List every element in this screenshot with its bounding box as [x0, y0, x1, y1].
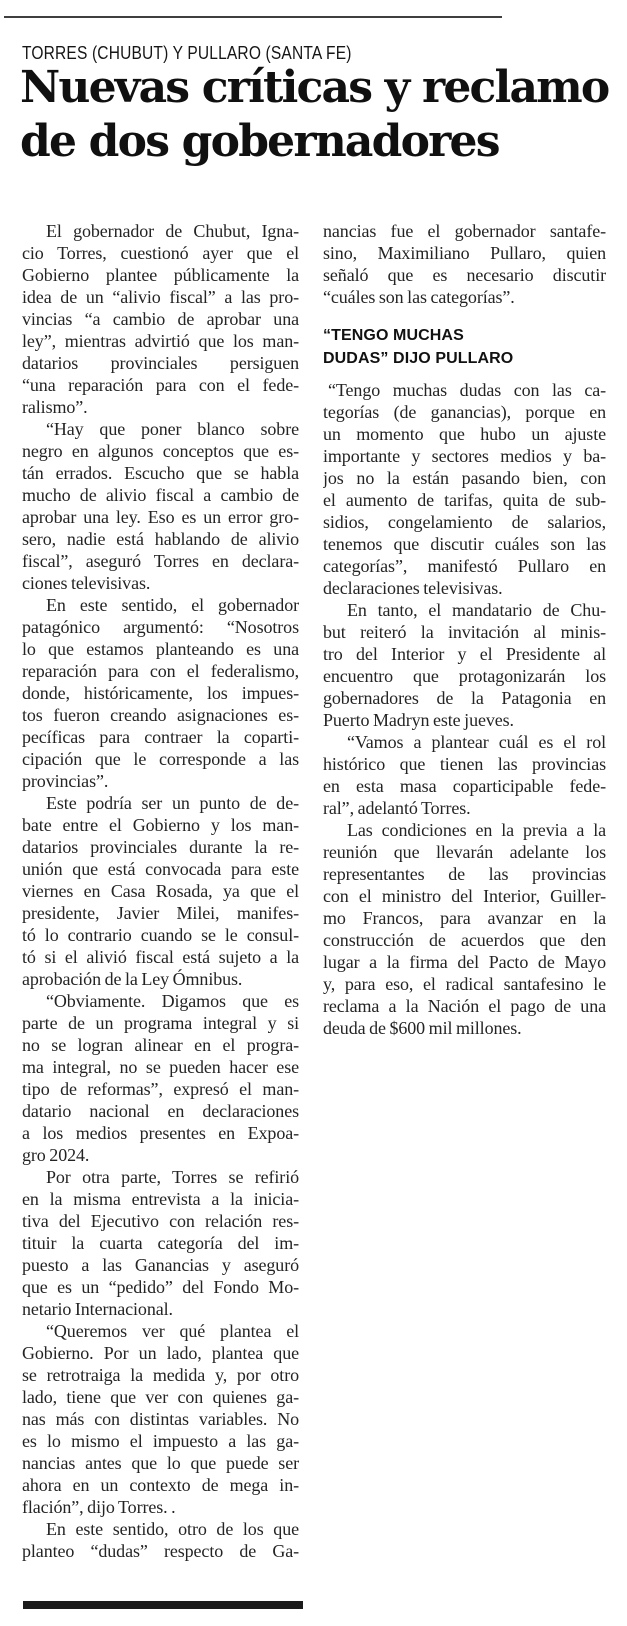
body-text-line: gobernadores de la Patagonia en — [323, 688, 606, 708]
headline — [20, 61, 608, 169]
body-text-line: patagónico argumentó: “Nosotros — [22, 617, 299, 637]
body-text-line: a los medios presentes en Expoa- — [22, 1123, 299, 1143]
body-text-line: se retrotraiga la medida y, por otro — [22, 1365, 299, 1385]
body-text-line: deuda de $600 mil millones. — [323, 1018, 522, 1038]
body-text-line: en la misma entrevista a la inicia- — [22, 1189, 299, 1209]
body-text-line: lo que estamos planteando es una — [22, 639, 299, 659]
body-text-line: unión que está convocada para este — [22, 859, 299, 879]
body-text-line: sero, nadie está hablando de alivio — [22, 529, 299, 549]
body-text-line: donde, históricamente, los impues- — [22, 683, 299, 703]
body-text-line: gro 2024. — [22, 1145, 90, 1165]
body-text-line: flación”, dijo Torres. . — [22, 1497, 176, 1517]
body-text-line: “una reparación para con el fede- — [22, 375, 299, 395]
body-text-line: aprobar una ley. Eso es un error gro- — [22, 507, 299, 527]
body-text-line: que es un “pedido” del Fondo Mo- — [22, 1277, 299, 1297]
body-text-line: netario Internacional. — [22, 1299, 173, 1319]
body-text-line: “Hay que poner blanco sobre — [46, 419, 299, 439]
body-text-line: Puerto Madryn este jueves. — [323, 710, 514, 730]
body-text-line: nas más con distintas variables. No — [22, 1409, 299, 1429]
article-end-bar — [23, 1601, 303, 1609]
body-text-line: encuentro que protagonizarán los — [323, 666, 606, 686]
body-text-line: bate entre el Gobierno y los man- — [22, 815, 299, 835]
body-text-line: En tanto, el mandatario de Chu- — [347, 600, 606, 620]
article-body — [22, 220, 606, 1562]
body-text-line: “Tengo muchas dudas con las ca- — [328, 380, 606, 400]
column-right-top — [323, 220, 606, 308]
body-text-line: “Obviamente. Digamos que es — [46, 991, 299, 1011]
body-text-line: “cuáles son las categorías”. — [323, 287, 515, 307]
body-text-line: datario nacional en declaraciones — [22, 1101, 299, 1121]
body-text-line: lado, tiene que ver con quienes ga- — [22, 1387, 299, 1407]
body-text-line: sidios, congelamiento de salarios, — [323, 512, 606, 532]
body-text-line: ley”, mientras advirtió que los man- — [22, 331, 299, 351]
body-text-line: categorías”, manifestó Pullaro en — [323, 556, 606, 576]
body-text-line: el aumento de tarifas, quita de sub- — [323, 490, 606, 510]
body-text-line: mucho de alivio fiscal a cambio de — [22, 485, 299, 505]
body-text-line: declaraciones televisivas. — [323, 578, 503, 598]
body-text-line: cipación que le corresponde a las — [22, 749, 299, 769]
body-text-line: lugar a la firma del Pacto de Mayo — [323, 952, 606, 972]
body-text-line: tó si el alivió fiscal está sujeto a la — [22, 947, 299, 967]
body-text-line: con el ministro del Interior, Guiller- — [323, 886, 606, 906]
body-text-line: Las condiciones en la previa a la — [347, 820, 606, 840]
body-text-line: fiscal”, aseguró Torres en declara- — [22, 551, 299, 571]
body-text-line: nancias fue el gobernador santafe- — [323, 221, 606, 241]
body-text-line: Gobierno. Por un lado, plantea que — [22, 1343, 299, 1363]
body-text-line: but reiteró la invitación al minis- — [323, 622, 606, 642]
body-text-line: planteo “dudas” respecto de Ga- — [22, 1541, 299, 1561]
body-text-line: provincias”. — [22, 771, 109, 791]
headline-line-2: de dos gobernadores — [20, 116, 499, 167]
body-text-line: tegorías (de ganancias), porque en — [323, 402, 606, 422]
body-text-line: cio Torres, cuestionó ayer que el — [22, 243, 299, 263]
body-text-line: Este podría ser un punto de de- — [46, 793, 299, 813]
body-text-line: parte de un programa integral y si — [22, 1013, 299, 1033]
column-left — [22, 220, 299, 1562]
body-text-line: idea de un “alivio fiscal” a las pro- — [22, 287, 299, 307]
body-text-line: tenemos que discutir cuáles son las — [323, 534, 606, 554]
body-text-line: tó lo contrario cuando se le consul- — [22, 925, 299, 945]
subhead-line-1: “TENGO MUCHAS — [323, 327, 464, 344]
body-text-line: El gobernador de Chubut, Igna- — [46, 221, 299, 241]
body-text-line: tos fueron creando asignaciones es- — [22, 705, 299, 725]
body-text-line: es lo mismo el impuesto a las ga- — [22, 1431, 299, 1451]
column-right — [323, 220, 606, 1562]
body-text-line: negro en algunos conceptos que es- — [22, 441, 299, 461]
body-text-line: datarios provinciales durante la re- — [22, 837, 299, 857]
kicker: TORRES (CHUBUT) Y PULLARO (SANTA FE) — [22, 42, 352, 63]
body-text-line: ma integral, no se pueden hacer ese — [22, 1057, 299, 1077]
body-text-line: puesto a las Ganancias y aseguró — [22, 1255, 299, 1275]
body-text-line: pecíficas para contraer la coparti- — [22, 727, 299, 747]
headline-line-1: Nuevas críticas y reclamo — [20, 62, 609, 113]
body-text-line: ahora en un contexto de mega in- — [22, 1475, 299, 1495]
body-text-line: En este sentido, otro de los que — [46, 1519, 299, 1539]
body-text-line: tán errados. Escucho que se habla — [22, 463, 299, 483]
body-text-line: mo Francos, para avanzar en la — [323, 908, 606, 928]
body-text-line: construcción de acuerdos que den — [323, 930, 606, 950]
body-text-line: presidente, Javier Milei, manifes- — [22, 903, 299, 923]
column-right-bottom — [323, 379, 606, 1039]
body-text-line: reparación para con el federalismo, — [22, 661, 299, 681]
body-text-line: tituir la cuarta categoría del im- — [22, 1233, 299, 1253]
body-text-line: y, para eso, el radical santafesino le — [323, 974, 606, 994]
body-text-line: en esta masa coparticipable fede- — [323, 776, 606, 796]
body-text-line: histórico que tienen las provincias — [323, 754, 606, 774]
body-text-line: sino, Maximiliano Pullaro, quien — [323, 243, 606, 263]
body-text-line: representantes de las provincias — [323, 864, 606, 884]
body-text-line: reclama a la Nación el pago de una — [323, 996, 606, 1016]
body-text-line: “Queremos ver qué plantea el — [46, 1321, 299, 1341]
body-text-line: ralismo”. — [22, 397, 88, 417]
body-text-line: importante y sectores medios y ba- — [323, 446, 606, 466]
body-text-line: Por otra parte, Torres se refirió — [46, 1167, 299, 1187]
body-text-line: tipo de reformas”, expresó el man- — [22, 1079, 299, 1099]
section-subhead — [323, 324, 606, 370]
top-rule — [4, 16, 502, 18]
body-text-line: “Vamos a plantear cuál es el rol — [347, 732, 606, 752]
body-text-line: jos no la están pasando bien, con — [323, 468, 606, 488]
body-text-line: tiva del Ejecutivo con relación res- — [22, 1211, 299, 1231]
body-text-line: no se logran alinear en el progra- — [22, 1035, 299, 1055]
subhead-line-2: DUDAS” DIJO PULLARO — [323, 350, 514, 367]
body-text-line: señaló que es necesario discutir — [323, 265, 606, 285]
body-text-line: Gobierno plantee públicamente la — [22, 265, 299, 285]
body-text-line: aprobación de la Ley Ómnibus. — [22, 969, 243, 989]
body-text-line: un momento que hubo un ajuste — [323, 424, 606, 444]
body-text-line: viernes en Casa Rosada, ya que el — [22, 881, 299, 901]
body-text-line: tro del Interior y el Presidente al — [323, 644, 606, 664]
body-text-line: datarios provinciales persiguen — [22, 353, 299, 373]
body-text-line: ral”, adelantó Torres. — [323, 798, 471, 818]
body-text-line: vincias “a cambio de aprobar una — [22, 309, 299, 329]
body-text-line: reunión que llevarán adelante los — [323, 842, 606, 862]
body-text-line: ciones televisivas. — [22, 573, 151, 593]
body-text-line: nancias antes que lo que puede ser — [22, 1453, 299, 1473]
body-text-line: En este sentido, el gobernador — [46, 595, 299, 615]
